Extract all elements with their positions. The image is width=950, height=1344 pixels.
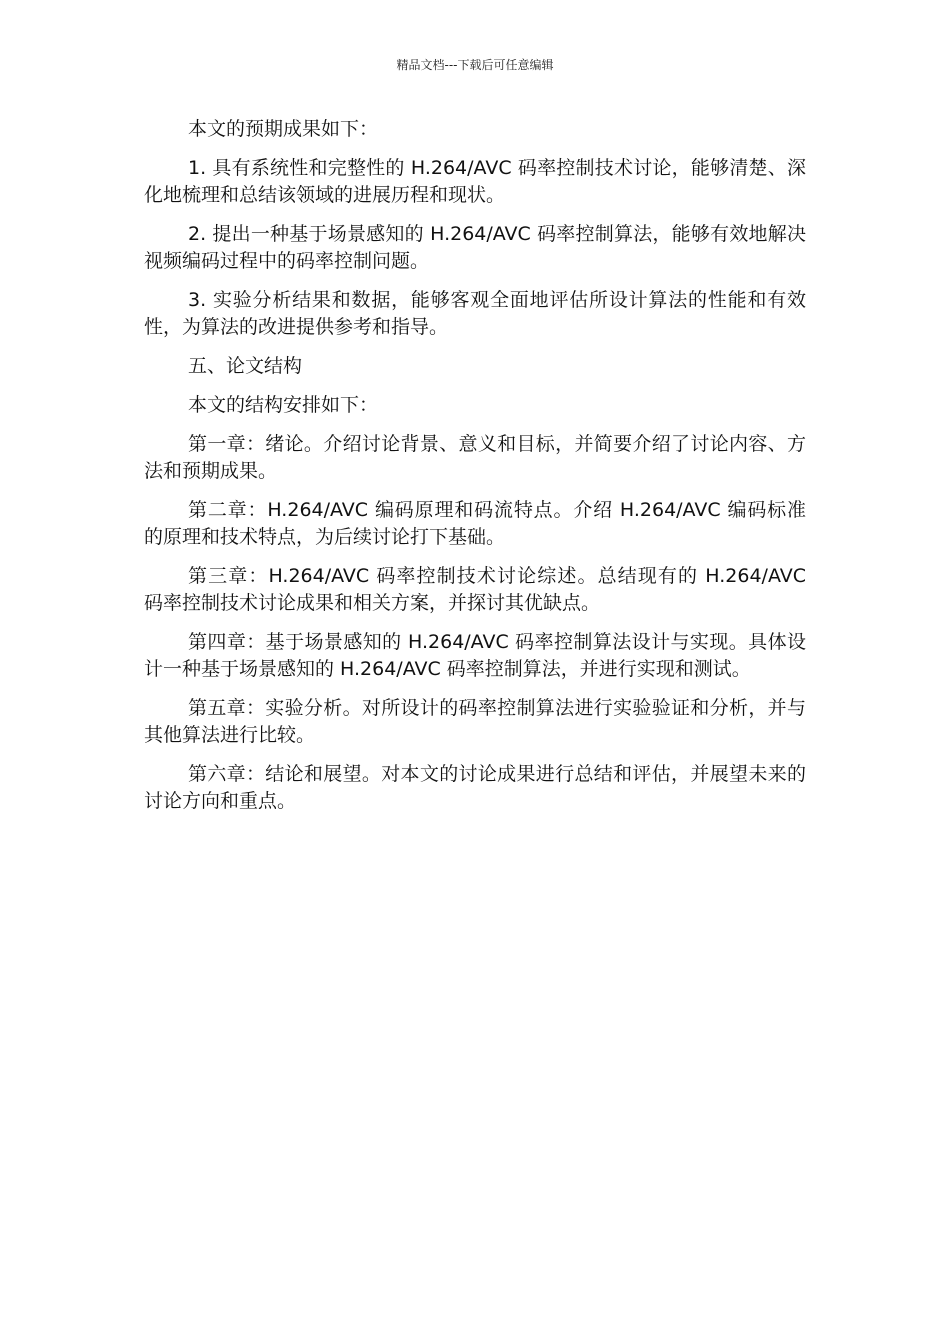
section-heading-thesis-structure: 五、论文结构: [188, 355, 303, 377]
expected-result-item-1: 1. 具有系统性和完整性的 H.264/AVC 码率控制技术讨论，能够清楚、深化地梳理和总结该领域的进展历程和现状。: [144, 157, 806, 206]
chapter-6-summary: 第六章：结论和展望。对本文的讨论成果进行总结和评估，并展望未来的讨论方向和重点。: [144, 763, 806, 812]
expected-results-intro: 本文的预期成果如下：: [188, 118, 379, 140]
chapter-5-summary: 第五章：实验分析。对所设计的码率控制算法进行实验验证和分析，并与其他算法进行比较。: [144, 697, 806, 746]
chapter-4-summary: 第四章：基于场景感知的 H.264/AVC 码率控制算法设计与实现。具体设计一种基于场景感知的 H.264/AVC 码率控制算法，并进行实现和测试。: [144, 631, 806, 680]
chapter-2-summary: 第二章：H.264/AVC 编码原理和码流特点。介绍 H.264/AVC 编码标准的原理和技术特点，为后续讨论打下基础。: [144, 499, 806, 548]
structure-intro: 本文的结构安排如下：: [188, 394, 379, 416]
chapter-1-summary: 第一章：绪论。介绍讨论背景、意义和目标，并简要介绍了讨论内容、方法和预期成果。: [144, 433, 806, 482]
expected-result-item-3: 3. 实验分析结果和数据，能够客观全面地评估所设计算法的性能和有效性，为算法的改进提供参考和指导。: [144, 289, 806, 338]
chapter-3-summary: 第三章：H.264/AVC 码率控制技术讨论综述。总结现有的 H.264/AVC 码率控制技术讨论成果和相关方案，并探讨其优缺点。: [144, 565, 806, 614]
expected-result-item-2: 2. 提出一种基于场景感知的 H.264/AVC 码率控制算法，能够有效地解决视频编码过程中的码率控制问题。: [144, 223, 806, 272]
document-body: [144, 116, 806, 827]
page-header: 精品文档---下载后可任意编辑: [396, 58, 554, 72]
